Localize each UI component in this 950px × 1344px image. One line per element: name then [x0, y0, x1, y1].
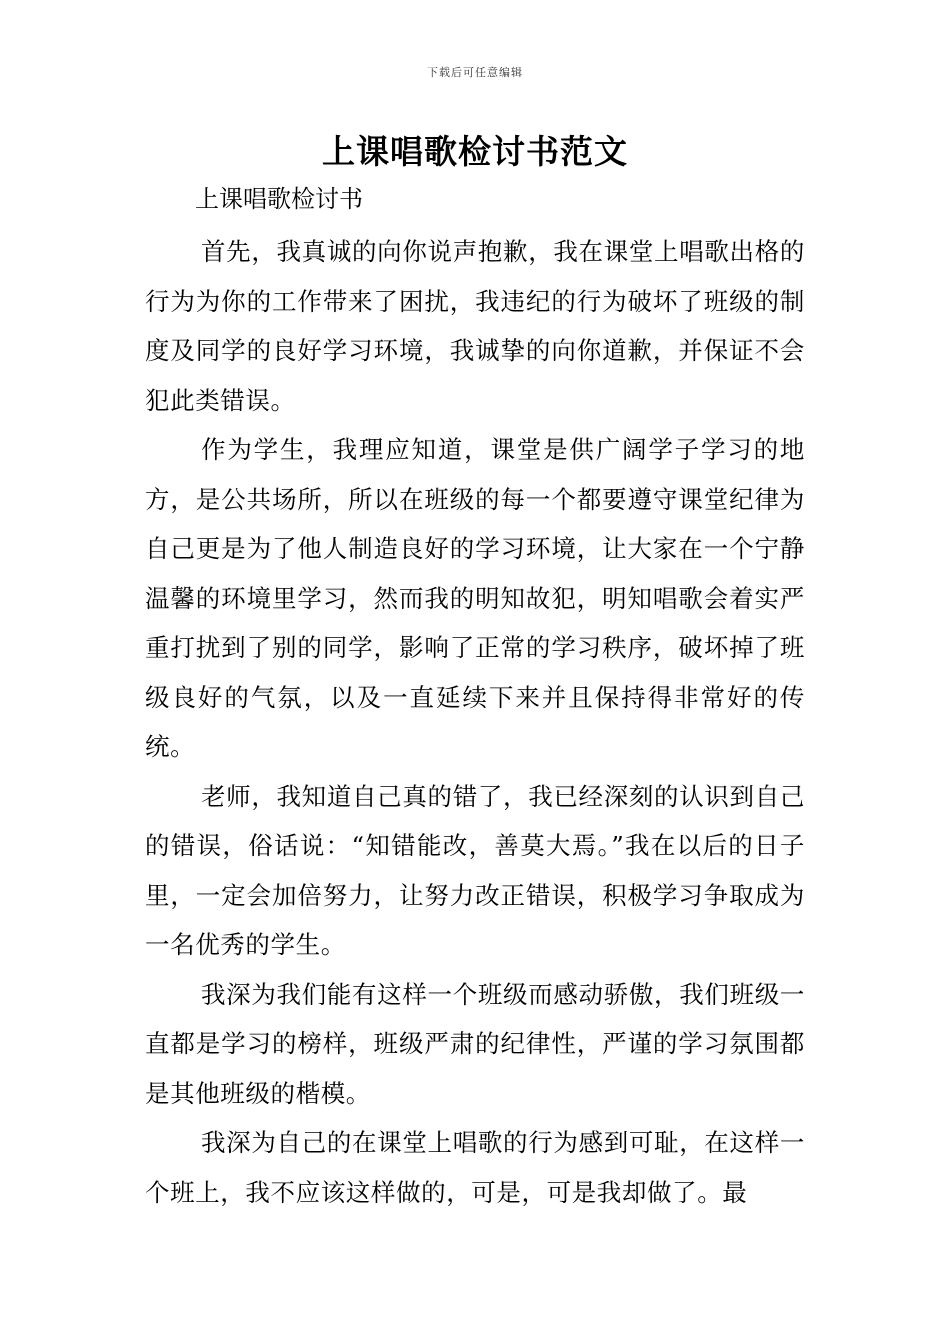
- paragraph-4: 我深为我们能有这样一个班级而感动骄傲，我们班级一直都是学习的榜样，班级严肃的纪律性，严谨的学习氛围都是其他班级的楷模。: [145, 979, 805, 1108]
- header-note: 下载后可任意编辑: [427, 66, 523, 79]
- body-text: [145, 227, 805, 1217]
- paragraph-2: 作为学生，我理应知道，课堂是供广阔学子学习的地方，是公共场所，所以在班级的每一个都要遵守课堂纪律为自己更是为了他人制造良好的学习环境，让大家在一个宁静温馨的环境里学习，然而我的明知故犯，明知唱歌会着实严重打扰到了别的同学，影响了正常的学习秩序，破坏掉了班级良好的气氛，以及一直延续下来并且保持得非常好的传统。: [145, 435, 805, 761]
- paragraph-3: 老师，我知道自己真的错了，我已经深刻的认识到自己的错误，俗话说：“知错能改，善莫大焉。”我在以后的日子里，一定会加倍努力，让努力改正错误，积极学习争取成为一名优秀的学生。: [145, 781, 805, 959]
- paragraph-5: 我深为自己的在课堂上唱歌的行为感到可耻，在这样一个班上，我不应该这样做的，可是，可是我却做了。最: [145, 1128, 805, 1207]
- document-title: 上课唱歌检讨书范文: [322, 132, 628, 171]
- paragraph-1: 首先，我真诚的向你说声抱歉，我在课堂上唱歌出格的行为为你的工作带来了困扰，我违纪的行为破坏了班级的制度及同学的良好学习环境，我诚挚的向你道歉，并保证不会犯此类错误。: [145, 237, 805, 415]
- document-subtitle: 上课唱歌检讨书: [195, 185, 363, 213]
